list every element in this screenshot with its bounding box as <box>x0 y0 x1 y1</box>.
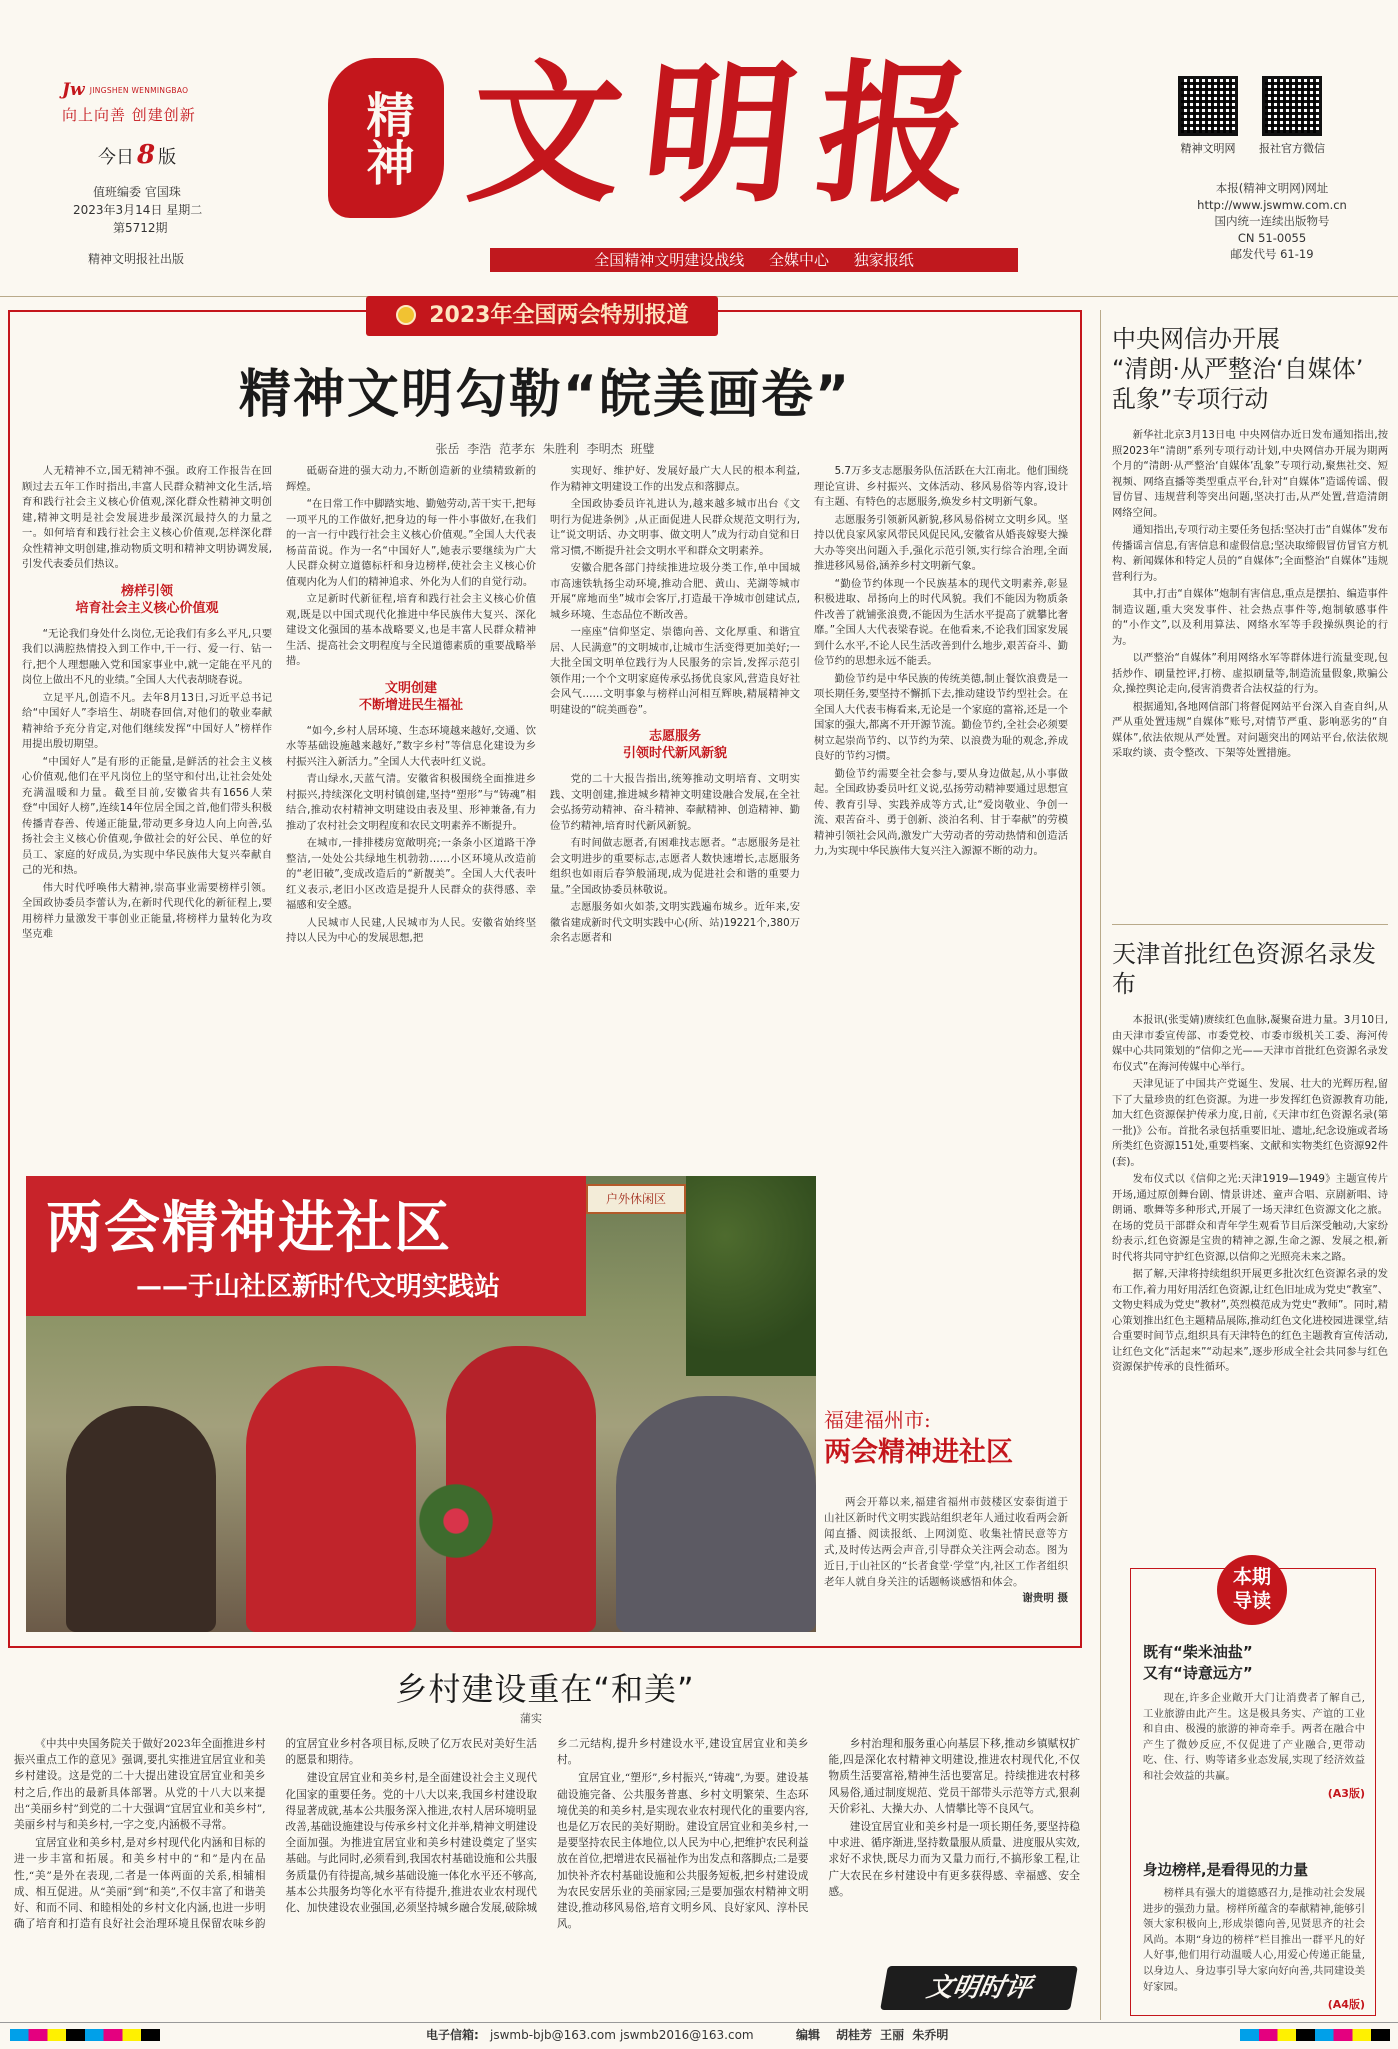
emblem-icon <box>396 305 416 325</box>
slogan: 向上向善 创建创新 <box>62 106 196 124</box>
subhead-civic-creation: 文明创建 不断增进民生福祉 <box>358 680 463 713</box>
sidebar-article2-body: 本报讯(张雯婧)赓续红色血脉,凝聚奋进力量。3月10日,由天津市委宣传部、市委党校、市委市级机关工委、海河传媒中心共同策划的“信仰之光——天津市首批红色资源名录发布仪式”在海河传媒中心举行。 天津见证了中国共产党诞生、发展、壮大的光辉历程,留下了大量珍贵的红色资源。为进一步发挥红色资源教育功能,加大红色资源保护传承力度,日前,《天津市红色资源名录(第一批)》公布。首批名录包括重要旧址、遗址,纪念设施或者场所类红色资源151处,重要档案、文献和实物类红色资源92件(套)。 发布仪式以《信仰之光:天津1919—1949》主题宣传片开场,通过原创舞台剧、情景讲述、童声合唱、京剧新唱、诗朗诵、歌舞等多种形式,开展了一场天津红色资源文化之旅。在场的党员干部群众和青年学生观看节目后深受触动,大家纷纷表示,红色资源是宝贵的精神之源,生命之源、发展之根,新时代将共同守护红色资源,以信仰之光照亮未来之路。 据了解,天津将持续组织开展更多批次红色资源名录的发布工作,着力用好用活红色资源,让红色旧址成为党史“教室”、文物史料成为党史“教材”,英烈模范成为党史“教师”。同时,精心策划推出红色主题精品展陈,推动红色文化进校园进课堂,结合重要时间节点,组织具有天津特色的红色主题教育宣传活动,让红色文化“活起来”“动起来”,逐步形成全社会共同参与红色资源保护传承的良性循环。 <box>1112 1014 1388 1373</box>
qr-code-website <box>1178 76 1243 156</box>
photo-location: 福建福州市: <box>824 1408 931 1432</box>
brand-logo <box>62 80 232 100</box>
banner-main-text: 两会精神进社区 <box>46 1195 452 1261</box>
masthead <box>0 0 1398 300</box>
news-photo <box>26 1176 816 1632</box>
lead-column-4: 5.7万多支志愿服务队伍活跃在大江南北。他们围绕理论宣讲、乡村振兴、文体活动、移风易俗等内容,设计有主题、有特色的志愿服务,焕发乡村文明新气象。 志愿服务引领新风新貌,移风易俗树立文明乡风。坚持以优良家风家风带民风促民风,安徽省从婚丧嫁娶大操大办等突出问题入手,强化示范引领,实行综合治理,全面推进移风易俗,涵养乡村文明新气象。 “勤俭节约体现一个民族基本的现代文明素养,彰显积极进取、昂扬向上的时代风貌。我们不能因为物质条件改善了就铺张浪费,不能因为生活水平提高了就攀比奢靡。”全国人大代表梁春说。在他看来,不论我们国家发展到什么水平,不论人民生活改善到什么地步,艰苦奋斗、勤俭节约的思想永远不能丢。 勤俭节约是中华民族的传统美德,制止餐饮浪费是一项长期任务,要坚持不懈抓下去,推动建设节约型社会。在全国人大代表韦梅看来,无论是一个家庭的富裕,还是一个国家的强大,都离不开开源节流。勤俭节约,全社会必须要树立起崇尚节约、以节约为荣、以浪费为耻的观念,养成良好的节约习惯。 勤俭节约需要全社会参与,要从身边做起,从小事做起。全国政协委员叶红义说,弘扬劳动精神要通过思想宣传、教育引导、实践养成等方式,让“爱岗敬业、争创一流、艰苦奋斗、勇于创新、淡泊名利、甘于奉献”的劳模精神引领社会风尚,激发广大劳动者的劳动热情和创造活力,为实现中华民族伟大复兴注入源源不断的动力。 <box>814 465 1068 857</box>
qr-image <box>1262 76 1322 136</box>
sidebar-divider <box>1100 310 1101 2020</box>
masthead-title: 文明报 <box>460 44 1002 223</box>
issue-date: 2023年3月14日 星期二 <box>73 203 203 217</box>
banner-sub-text: ——于山社区新时代文明实践站 <box>136 1272 501 1302</box>
lead-banner <box>366 296 718 336</box>
person-elder <box>616 1396 816 1632</box>
guide-box <box>1130 1568 1376 2016</box>
qr-code-wechat <box>1259 76 1332 156</box>
footer-bar <box>0 2022 1398 2049</box>
footer-editors-label: 编辑 <box>796 2028 821 2042</box>
color-registration-bar-left <box>10 2029 160 2041</box>
footer-email-1[interactable]: jswmb-bjb@163.com <box>490 2028 616 2042</box>
banner-text: 2023年全国两会特别报道 <box>429 303 689 328</box>
edition-meta <box>73 183 202 237</box>
subhead-volunteer-service: 志愿服务 引领时代新风新貌 <box>622 729 727 761</box>
rural-body: 《中共中央国务院关于做好2023年全面推进乡村振兴重点工作的意见》强调,要扎实推进宜居宜业和美乡村建设。这是党的二十大提出建设宜居宜业和美乡村之后,作出的最新具体部署。从党的十八大以来提出“美丽乡村”到党的二十大强调“宜居宜业和美乡村”,美丽乡村与和美乡村,一字之变,内涵极不寻常。 宜居宜业和美乡村,是对乡村现代化内涵和目标的进一步丰富和拓展。和美乡村中的“和”是内在品性,“美”是外在表现,二者是一体两面的关系,相辅相成、相互促进。从“美丽”到“和美”,不仅丰富了和谐美好、和而不同、和睦相处的乡村文化内涵,也进一步明确了培育和打造有良好社会治理环境且保留农味乡韵的宜居宜业乡村各项目标,反映了亿万农民对美好生活的愿景和期待。 建设宜居宜业和美乡村,是全面建设社会主义现代化国家的重要任务。党的十八大以来,我国乡村建设取得显著成就,基本公共服务深入推进,农村人居环境明显改善,基础设施建设与传承乡村文化并举,精神文明建设全面加强。为推进宜居宜业和美乡村建设奠定了坚实基础。与此同时,必须看到,我国农村基础设施和公共服务质量仍有待提高,城乡基础设施一体化水平还不够高,基本公共服务均等化水平有待提升,推进农业农村现代化、加快建设农业强国,必须坚持城乡融合发展,破除城乡二元结构,提升乡村建设水平,建设宜居宜业和美乡村。 宜居宜业,“塑形”,乡村振兴,“铸魂”,为要。建设基础设施完备、公共服务普惠、乡村文明繁荣、生态环境优美的和美乡村,是实现农业农村现代化的重要内容,也是亿万农民的美好期盼。建设宜居宜业和美乡村,一是要坚持农民主体地位,以人民为中心,把维护农民利益放在首位,把增进农民福祉作为出发点和落脚点;二是要加快补齐农村基础设施和公共服务短板,把乡村建设成为农民安居乐业的美丽家园;三是要加强农村精神文明建设,推动移风易俗,培育文明乡风、良好家风、淳朴民风。 乡村治理和服务重心向基层下移,推动乡镇赋权扩能,四是深化农村精神文明建设,推进农村现代化,不仅物质生活要富裕,精神生活也要富足。持续推进农村移风易俗,通过制度规范、党员干部带头示范等方式,狠刹天价彩礼、大操大办、人情攀比等不良风气。 建设宜居宜业和美乡村是一项长期任务,要坚持稳中求进、循序渐进,坚持数量服从质量、进度服从实效,求好不求快,既尽力而为又量力而行,不搞形象工程,让广大农民在乡村建设中有更多获得感、幸福感、安全感。 <box>14 1738 1080 1931</box>
rural-headline: 乡村建设重在“和美” <box>395 1670 695 1708</box>
sidebar-rule <box>1112 924 1388 925</box>
sidebar-article2-title: 天津首批红色资源名录发布 <box>1112 940 1376 998</box>
lead-headline: 精神文明勾勒“皖美画卷” <box>238 365 852 425</box>
photo-foliage <box>686 1176 816 1376</box>
duty-editor: 值班编委 官国珠 <box>93 185 181 199</box>
sidebar-article1-body: 新华社北京3月13日电 中央网信办近日发布通知指出,按照2023年“清朗”系列专项行动计划,中央网信办开展为期两个月的“清朗·从严整治‘自媒体’乱象”专项行动,聚焦社交、短视频、网络直播等类型重点平台,针对“自媒体”造谣传谣、假冒仿冒、违规营利等突出问题,坚决打击,从严处置,营造清朗网络空间。 通知指出,专项行动主要任务包括:坚决打击“自媒体”发布传播谣言信息,有害信息和虚假信息;坚决取缔假冒仿冒官方机构、新闻媒体和特定人员的“自媒体”;全面整治“自媒体”违规营利行为。 其中,打击“自媒体”炮制有害信息,重点是摆拍、编造事件制造议题,重大突发事件、社会热点事件等,炮制敏感事件的“小作文”,以及利用算法、网络水军等手段操纵舆论的行为。 以严整治“自媒体”利用网络水军等群体进行流量变现,包括炒作、刷量控评,打榜、虚拟刷量等,制造流量假象,欺骗公众,操控舆论走向,侵害消费者合法权益的行为。 根据通知,各地网信部门将督促网站平台深入自查自纠,从严从重处置违规“自媒体”账号,对情节严重、影响恶劣的“自媒体”,依法依规从严处置。对问题突出的网站平台,依法依规采取约谈、责令整改、下架等处置措施。 <box>1112 429 1388 759</box>
person-left <box>66 1406 216 1632</box>
seal-logo <box>328 58 444 218</box>
lead-column-2: 砥砺奋进的强大动力,不断创造新的业绩精致新的辉煌。 “在日常工作中脚踏实地、勤勉劳动,苦干实干,把每一项平凡的工作做好,把身边的每一件小事做好,在我们的一言一行中践行社会主义核心价值观。”全国人大代表杨苗苗说。作为一名“中国好人”,她表示要继续为广大人民群众树立道德标杆和身边榜样,使社会主义核心价值观内化为人们的精神追求、外化为人们的自觉行动。 立足新时代新征程,培育和践行社会主义核心价值观,既是以中国式现代化推进中华民族伟大复兴、深化建设文化强国的基本战略要义,也是丰富人民群众精神生活、提高社会文明程度与全民道德素质的重要战略举措。 文明创建 不断增进民生福祉 “如今,乡村人居环境、生态环境越来越好,交通、饮水等基础设施越来越好,”数字乡村”等信息化建设为乡村振兴注入新活力。”全国人大代表叶红义说。 青山绿水,天蓝气清。安徽省积极围绕全面推进乡村振兴,持续深化文明村镇创建,坚持“塑形”与“铸魂”相结合,推动农村精神文明建设由表及里、形神兼备,有力推动了农村社会文明程度和农民文明素养不断提升。 在城市,一排排楼房宽敞明亮;一条条小区道路干净整洁,一处处公共绿地生机勃勃……小区环境从改造前的“老旧破”,变成改造后的“新靓美”。全国人大代表叶红义表示,老旧小区改造是提升人民群众的获得感、幸福感和安全感。 人民城市人民建,人民城市为人民。安徽省始终坚持以人民为中心的发展思想,把 <box>286 465 536 944</box>
masthead-red-bar: 全国精神文明建设战线 全媒中心 独家报纸 <box>490 248 1018 272</box>
footer-editors: 胡桂芳 王丽 朱乔明 <box>836 2028 949 2042</box>
lead-column-1: 人无精神不立,国无精神不强。政府工作报告在回顾过去五年工作时指出,丰富人民群众精神文化生活,培育和践行社会主义核心价值观,深化群众性精神文明创建,精神文明是社会发展进步最深沉最持久的力量之一。如何培育和践行社会主义核心价值观,怎样深化群众性精神文明创建,推动物质文明和精神文明协调发展,引发代表委员们热议。 榜样引领 培育社会主义核心价值观 “无论我们身处什么岗位,无论我们有多么平凡,只要我们以满腔热情投入到工作中,干一行、爱一行、钻一行,把个人理想融入党和国家事业中,就一定能在平凡的岗位上做出不凡的业绩。”全国人大代表胡晓春说。 立足平凡,创造不凡。去年8月13日,习近平总书记给“中国好人”李培生、胡晓春回信,对他们的敬业奉献精神给予充分肯定,对他们继续发挥“中国好人”榜样作用提出殷切期望。 “中国好人”是有形的正能量,是鲜活的社会主义核心价值观,他们在平凡岗位上的坚守和付出,让社会处处充满温暖和力量。截至目前,安徽省共有1656人荣登“中国好人榜”,连续14年位居全国之首,他们带头积极传播青春善、传递正能量,带动更多身边人向上向善,弘扬社会主义核心价值观,争做社会的好公民、单位的好员工、家庭的好成员,为实现中华民族伟大复兴奉献自己的光和热。 伟大时代呼唤伟大精神,崇高事业需要榜样引领。全国政协委员李蕾认为,在新时代现代化的新征程上,要用榜样力量激发干事创业正能量,将榜样力量转化为攻坚克难 <box>22 465 272 940</box>
subhead-role-models: 榜样引领 培育社会主义核心价值观 <box>75 583 219 616</box>
qr-label: 精神文明网 <box>1180 142 1236 155</box>
lead-column-3: 实现好、维护好、发展好最广大人民的根本利益,作为精神文明建设工作的出发点和落脚点。 全国政协委员许礼进认为,越来越多城市出台《文明行为促进条例》,从正面促进人民群众规范文明行为,让“说文明话、办文明事、做文明人”成为行动自觉和日常习惯,不断提升社会文明水平和群众文明素养。 安徽合肥各部门持续推进垃圾分类工作,单中国城市高速铁轨扬尘动环境,推动合肥、黄山、芜湖等城市开展“席地而坐”城市会客厅,打造最干净城市创建试点,城乡环境、生态品位不断改善。 一座座“信仰坚定、崇德向善、文化厚重、和谐宜居、人民满意”的文明城市,让城市生活变得更加美好;一大批全国文明单位践行为人民服务的宗旨,发挥示范引领作用;一个个文明家庭传承弘扬优良家风,营造良好社会风气……文明事象与榜样山河相互辉映,精展精神文明建设的“皖美画卷”。 志愿服务 引领时代新风新貌 党的二十大报告指出,统筹推动文明培育、文明实践、文明创建,推进城乡精神文明建设融合发展,在全社会弘扬劳动精神、奋斗精神、奉献精神、创造精神、勤俭节约精神,培育时代新风新貌。 有时间做志愿者,有困难找志愿者。“志愿服务是社会文明进步的重要标志,志愿者人数快速增长,志愿服务组织也如雨后春笋般涌现,成为促进社会和谐的重要力量。”全国政协委员林敬说。 志愿服务如火如荼,文明实践遍布城乡。近年来,安徽省建成新时代文明实践中心(所、站)19221个,380万余名志愿者和 <box>550 465 800 944</box>
issue-number: 第5712期 <box>113 221 168 235</box>
publisher: 精神文明报社出版 <box>88 252 185 266</box>
guide-badge: 本期导读 <box>1217 1555 1287 1625</box>
seal-text: 精神 <box>358 90 414 186</box>
lead-byline: 张岳 李浩 范孝东 朱胜利 李明杰 班璧 <box>435 442 655 456</box>
color-registration-bar <box>1240 2029 1390 2041</box>
flower-pot <box>416 1476 496 1566</box>
station-sign: 户外休闲区 <box>586 1184 686 1214</box>
qr-label: 报社官方微信 <box>1259 142 1325 155</box>
publication-info: 本报(精神文明网)网址 http://www.jswmw.com.cn 国内统一连续出版物号 CN 51-0055 邮发代号 61-19 <box>1197 181 1347 261</box>
guide-item-1[interactable]: 既有“柴米油盐” 又有“诗意远方” 现在,许多企业敞开大门让消费者了解自己,工业旅游由此产生。这是极具务实、产谊的工业和自由、极漫的旅游的神奇牵手。两者在融合中产生了微妙反应,不仅促进了产业融合,更带动吃、住、行、购等诸多业态发展,实现了经济效益和社会效益的共赢。 (A3版) <box>1143 1643 1365 1800</box>
photo-red-banner <box>26 1176 586 1316</box>
footer-email-label: 电子信箱: <box>426 2028 479 2042</box>
footer-email-2[interactable]: jswmb2016@163.com <box>620 2028 754 2042</box>
brand-mark: Jw <box>62 80 85 100</box>
photo-title: 两会精神进社区 <box>824 1437 1013 1468</box>
brand-en: JINGSHEN WENMINGBAO <box>89 86 189 95</box>
photo-caption: 两会开幕以来,福建省福州市鼓楼区安泰街道于山社区新时代文明实践站组织老年人通过收看两会新闻直播、阅读报纸、上网浏览、收集社情民意等方式,及时传达两会声音,引导群众关注两会动态。图为近日,于山社区的“长者食堂·学堂”内,社区工作者组织老年人就自身关注的话题畅谈感悟和体会。 谢贵明 摄 <box>824 1496 1068 1604</box>
qr-image <box>1178 76 1238 136</box>
guide-item-2[interactable]: 身边榜样,是看得见的力量 榜样具有强大的道德感召力,是推动社会发展进步的强劲力量。榜样所蕴含的奉献精神,能够引领大家积极向上,形成崇德向善,见贤思齐的社会风尚。本期“身边的榜样”栏目推出一群平凡的好人好事,他们用行动温暖人心,用爱心传递正能量,以身边人、身边事引导大家向好向善,共同建设美好家园。 (A4版) <box>1143 1863 1365 2011</box>
person-center <box>246 1366 416 1632</box>
sidebar-article1-title: 中央网信办开展 “清朗·从严整治‘自媒体’ 乱象”专项行动 <box>1112 325 1364 413</box>
photo-credit: 谢贵明 摄 <box>1022 1592 1068 1604</box>
issue-pages: 今日 8 版 <box>98 140 177 170</box>
rural-author: 蒲实 <box>520 1712 542 1725</box>
column-logo-commentary: 文明时评 <box>880 1966 1078 2010</box>
